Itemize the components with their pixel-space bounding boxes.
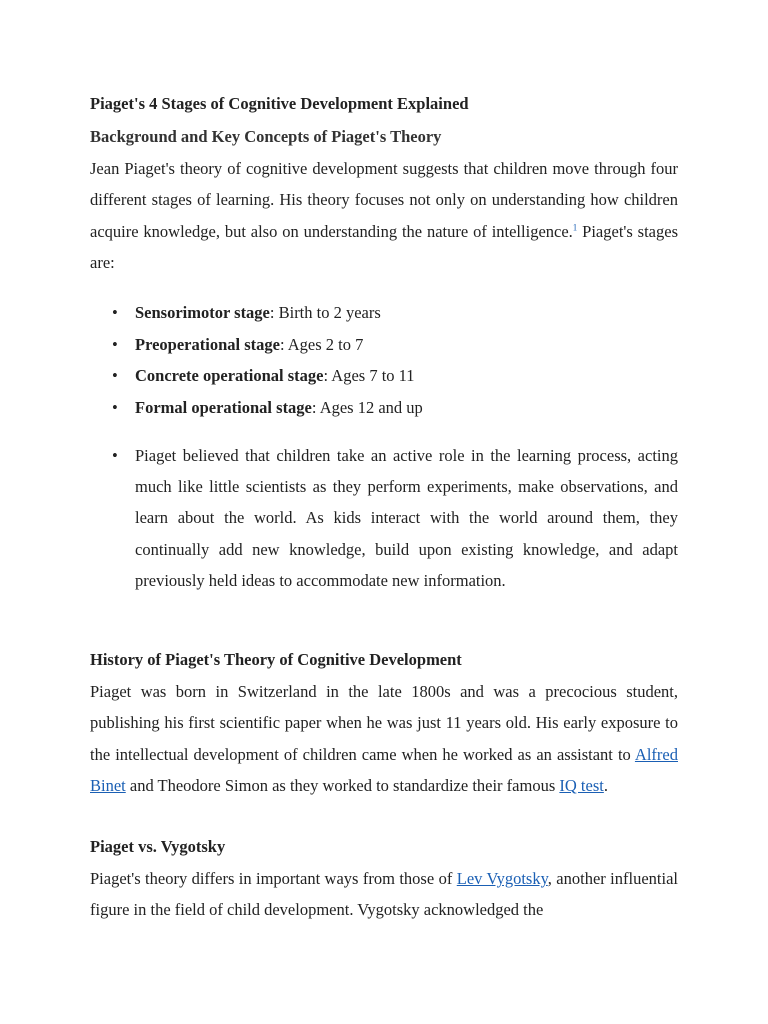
iq-test-link[interactable]: IQ test [559,775,604,795]
history-paragraph [90,676,678,801]
vygotsky-text-2: , another influential figure in the field of child development. Vygotsky acknowledged the [90,869,678,920]
bullet-icon: • [112,303,118,322]
stage-name: Sensorimotor stage [135,303,270,322]
list-item [90,297,678,329]
intro-tail: Piaget's stages are: [90,221,679,272]
stages-list [90,297,678,423]
section-heading-vygotsky: Piaget vs. Vygotsky [90,837,226,856]
bullet-icon: • [112,446,118,465]
vygotsky-text-1: Piaget's theory differs in important ways from those of [90,869,457,888]
stage-range: : Ages 7 to 11 [323,366,415,385]
stage-range: : Ages 2 to 7 [279,334,364,354]
list-item [90,440,678,596]
list-item [90,360,678,392]
stage-range: : Ages 12 and up [311,397,423,417]
list-item [90,329,678,361]
intro-paragraph [90,153,678,278]
bullet-icon: • [112,334,118,354]
lev-vygotsky-link[interactable]: Lev Vygotsky [456,869,548,888]
stage-name: Concrete operational stage [135,366,324,385]
history-text-3: . [603,775,608,795]
section-heading-background: Background and Key Concepts of Piaget's Theory [90,127,442,146]
alfred-binet-link[interactable]: Alfred Binet [90,744,678,795]
footnote-link[interactable]: 1 [572,222,578,233]
note-text: Piaget believed that children take an active role in the learning process, acting much like little scientists as they perform experiments, make observations, and learn about the world. As kids interact with the world around them, they continually add new knowledge, build upon existing knowledge, and adapt previously held ideas to accommodate new information. [135,446,678,590]
intro-text: Jean Piaget's theory of cognitive development suggests that children move through four different stages of learning. His theory focuses not only on understanding how children acquire knowledge, but also on understanding the nature of intelligence. [90,159,678,241]
vygotsky-paragraph [90,863,678,926]
list-item [90,392,678,424]
notes-list [90,440,678,596]
stage-name: Formal operational stage [135,397,312,417]
stage-name: Preoperational stage [135,334,280,354]
history-text-1: Piaget was born in Switzerland in the late 1800s and was a precocious student, publishing his first scientific paper when he was just 11 years old. His early exposure to the intellectual development of children came when he worked as an assistant to [90,682,678,764]
stage-range: : Birth to 2 years [269,303,381,322]
bullet-icon: • [112,366,118,385]
section-heading-history: History of Piaget's Theory of Cognitive Development [90,650,462,669]
history-text-2: and Theodore Simon as they worked to standardize their famous [125,775,560,795]
bullet-icon: • [112,397,118,417]
article-title: Piaget's 4 Stages of Cognitive Development Explained [90,94,469,113]
